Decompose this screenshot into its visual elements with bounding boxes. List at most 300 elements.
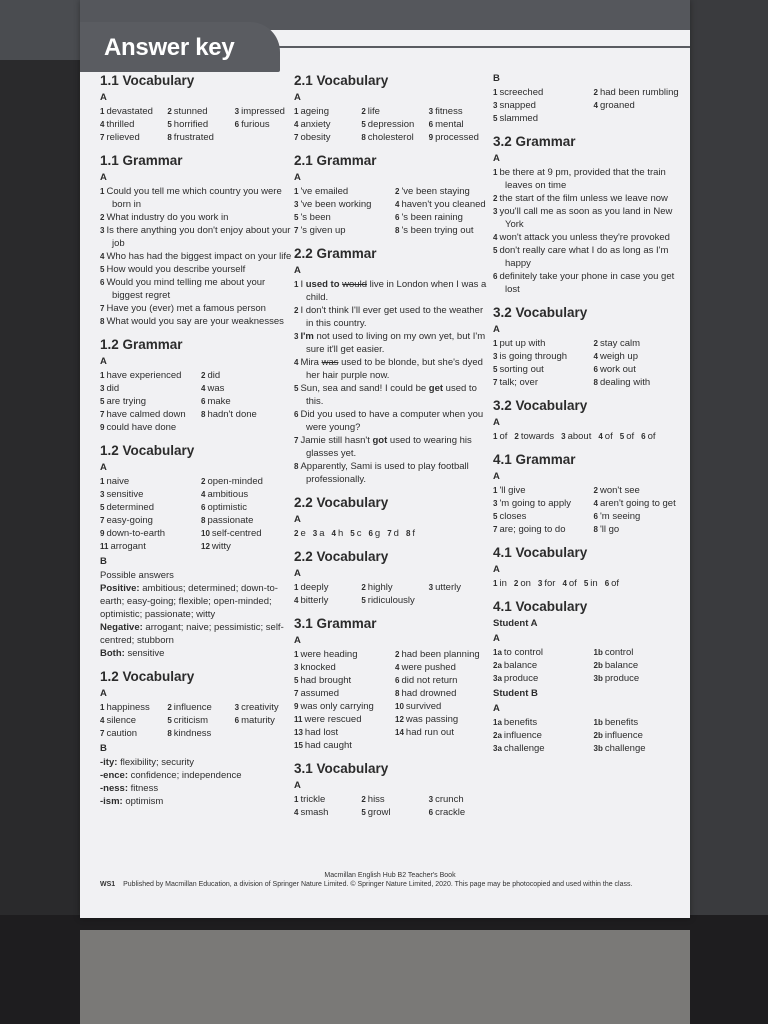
answer-item xyxy=(493,484,590,497)
answer-item xyxy=(201,540,298,553)
section-title: 4.1 Grammar xyxy=(493,452,576,467)
answer-text: 's been trying out xyxy=(401,225,474,236)
answer-row xyxy=(493,577,690,590)
footer-code: WS1 xyxy=(100,881,116,888)
answer-text: down-to-earth xyxy=(106,528,166,539)
answer-text: mental xyxy=(435,119,464,130)
answer-text: 's been xyxy=(300,212,331,223)
background-right xyxy=(688,0,768,1024)
answer-text: trickle xyxy=(300,794,326,805)
answer-number: 6 xyxy=(201,503,206,512)
answer-item xyxy=(100,408,197,421)
answer-item xyxy=(562,577,576,590)
section-title: 3.1 Vocabulary xyxy=(294,761,389,776)
answer-text: of xyxy=(647,431,656,442)
answer-number: 8 xyxy=(395,226,400,235)
answer-text: How would you describe yourself xyxy=(106,264,246,275)
answer-text: anxiety xyxy=(300,119,331,130)
answer-number: 4 xyxy=(493,233,498,242)
answer-text: are trying xyxy=(106,396,147,407)
answer-number: 2 xyxy=(167,703,172,712)
answer-text: control xyxy=(604,647,634,658)
subsection-label: A xyxy=(294,780,301,791)
answer-line xyxy=(493,231,690,244)
answer-number: 11 xyxy=(294,715,303,724)
answer-item xyxy=(594,337,691,350)
answer-bold: used to xyxy=(305,279,340,290)
answer-text: challenge xyxy=(604,743,646,754)
answer-item xyxy=(387,527,399,540)
answer-number: 8 xyxy=(294,462,299,471)
answer-number: 2b xyxy=(593,731,603,740)
title-rule xyxy=(256,46,690,48)
answer-number: 3 xyxy=(294,332,299,341)
answer-line xyxy=(100,315,298,328)
answer-text: sensitive xyxy=(106,489,144,500)
answer-line xyxy=(294,382,492,408)
subsection-label: B xyxy=(100,556,107,567)
answer-item xyxy=(201,395,298,408)
answer-item xyxy=(167,714,230,727)
answer-item xyxy=(594,510,691,523)
answer-text: had caught xyxy=(304,740,352,751)
subsection-label: A xyxy=(493,564,500,575)
answer-item xyxy=(493,376,590,389)
answer-item xyxy=(294,118,357,131)
answer-item xyxy=(429,118,492,131)
answer-text: did not return xyxy=(401,675,458,686)
answer-text: won't attack you unless they're provoked xyxy=(499,232,670,243)
answer-text: horrified xyxy=(173,119,209,130)
answer-text: thrilled xyxy=(106,119,135,130)
answer-number: 5 xyxy=(361,808,366,817)
answer-item xyxy=(594,659,691,672)
background-floor xyxy=(80,930,690,1024)
answer-item xyxy=(235,105,298,118)
answer-text: passionate xyxy=(207,515,254,526)
answer-number: 5 xyxy=(493,512,498,521)
answer-item xyxy=(493,729,590,742)
section-title: 3.1 Grammar xyxy=(294,616,377,631)
answer-item xyxy=(294,211,391,224)
answer-item xyxy=(538,577,556,590)
answer-number: 3 xyxy=(294,200,299,209)
answer-grid xyxy=(100,475,298,553)
answer-text: had drowned xyxy=(401,688,457,699)
suffix-text: flexibility; security xyxy=(120,757,194,768)
answer-grid xyxy=(493,646,690,685)
answer-line xyxy=(100,211,298,224)
answer-text: obesity xyxy=(300,132,331,143)
answer-text: in xyxy=(590,578,598,589)
subsection-label: Student A xyxy=(493,618,538,629)
answer-line xyxy=(100,263,298,276)
answer-text: was passing xyxy=(405,714,459,725)
answer-text: make xyxy=(207,396,231,407)
answer-text: Would you mind telling me about your biggest regret xyxy=(106,277,266,301)
answer-number: 2a xyxy=(493,661,502,670)
answer-number: 4 xyxy=(201,384,206,393)
answer-number: 4 xyxy=(562,579,567,588)
answer-text: g xyxy=(374,528,381,539)
answer-text: to control xyxy=(503,647,543,658)
answer-number: 1b xyxy=(593,718,603,727)
answer-text: the start of the film unless we leave now xyxy=(499,193,668,204)
answer-number: 4 xyxy=(294,358,299,367)
answer-number: 8 xyxy=(100,317,105,326)
answer-text: influence xyxy=(604,730,643,741)
answer-text: Apparently, Sami is used to play football professionally. xyxy=(300,461,469,485)
answer-item xyxy=(100,382,197,395)
answer-item xyxy=(493,646,590,659)
both-text: sensitive xyxy=(127,648,165,659)
answer-text: happiness xyxy=(106,702,150,713)
suffix xyxy=(100,769,298,782)
answer-number: 2 xyxy=(167,107,172,116)
answer-number: 1a xyxy=(493,718,502,727)
answer-text: used to wearing his glasses yet. xyxy=(306,435,472,459)
answer-number: 13 xyxy=(294,728,303,737)
answer-key-page xyxy=(80,0,690,918)
answer-text: Sun, sea and sand! I could be xyxy=(300,383,429,394)
answer-text: witty xyxy=(211,541,231,552)
answer-text: creativity xyxy=(241,702,279,713)
answer-text: weigh up xyxy=(599,351,638,362)
answer-item xyxy=(313,527,325,540)
answer-line xyxy=(493,244,690,270)
answer-text: optimistic xyxy=(207,502,248,513)
answer-number: 1 xyxy=(100,107,105,116)
suffix xyxy=(100,782,298,795)
answer-text: is going through xyxy=(499,351,568,362)
answer-text: screeched xyxy=(499,87,544,98)
answer-item xyxy=(361,594,424,607)
answer-text: produce xyxy=(604,673,640,684)
column-1 xyxy=(100,70,298,808)
answer-number: 2 xyxy=(395,187,400,196)
answer-text: growl xyxy=(367,807,391,818)
answer-item xyxy=(235,118,298,131)
answer-number: 1 xyxy=(493,88,498,97)
answer-item xyxy=(594,376,691,389)
answer-number: 5 xyxy=(583,579,589,588)
answer-number: 5 xyxy=(493,365,498,374)
answer-number: 8 xyxy=(201,410,206,419)
answer-item xyxy=(100,395,197,408)
answer-item xyxy=(201,408,298,421)
answer-text: fitness xyxy=(435,106,463,117)
section-title: 1.2 Vocabulary xyxy=(100,443,195,458)
answer-text: Mira xyxy=(300,357,322,368)
answer-number: 5 xyxy=(493,246,498,255)
negative xyxy=(100,621,298,647)
answer-text: stay calm xyxy=(599,338,641,349)
answer-text: What would you say are your weaknesses xyxy=(106,316,284,327)
answer-item xyxy=(294,185,391,198)
section-title: 3.2 Vocabulary xyxy=(493,398,588,413)
answer-text: hadn't done xyxy=(207,409,257,420)
answer-text: used to be blonde, but she's dyed her hair purple now. xyxy=(306,357,483,381)
answer-number: 6 xyxy=(234,120,240,129)
answer-text: determined xyxy=(106,502,154,513)
subsection-label: A xyxy=(294,514,301,525)
answer-item xyxy=(493,112,590,125)
subsection-label: A xyxy=(100,172,107,183)
subsection-label: A xyxy=(100,356,107,367)
answer-number: 4 xyxy=(201,490,206,499)
answer-text: 's given up xyxy=(300,225,346,236)
answer-number: 1 xyxy=(294,107,299,116)
answer-item xyxy=(201,514,298,527)
answer-line xyxy=(294,356,492,382)
answer-text: snapped xyxy=(499,100,536,111)
answer-text: aren't going to get xyxy=(599,498,676,509)
answer-number: 8 xyxy=(361,133,366,142)
answer-text: are; going to do xyxy=(499,524,566,535)
answer-item xyxy=(395,224,492,237)
answer-number: 2 xyxy=(593,88,598,97)
both-label: Both: xyxy=(100,648,125,659)
answer-item xyxy=(620,430,634,443)
answer-number: 2 xyxy=(294,529,299,538)
answer-line xyxy=(294,330,492,356)
answer-number: 8 xyxy=(167,133,172,142)
answer-text: did xyxy=(106,383,120,394)
answer-number: 2 xyxy=(361,107,366,116)
answer-grid xyxy=(294,793,492,819)
answer-text: maturity xyxy=(241,715,275,726)
answer-text: devastated xyxy=(106,106,153,117)
answer-item xyxy=(294,527,306,540)
answer-line xyxy=(100,276,298,302)
answer-number: 3 xyxy=(428,583,434,592)
answer-item xyxy=(594,729,691,742)
answer-item xyxy=(167,118,230,131)
section-title: 1.2 Grammar xyxy=(100,337,183,352)
answer-item xyxy=(201,369,298,382)
answer-number: 3 xyxy=(493,352,498,361)
answer-line xyxy=(493,205,690,231)
subsection-label: A xyxy=(100,92,107,103)
answer-text: in xyxy=(499,578,507,589)
answer-item xyxy=(100,501,197,514)
answer-item xyxy=(294,726,391,739)
answer-text: stunned xyxy=(173,106,208,117)
answer-text: I don't think I'll ever get used to the weather in this country. xyxy=(300,305,484,329)
suffix-text: confidence; independence xyxy=(130,770,242,781)
answer-line xyxy=(100,185,298,211)
positive xyxy=(100,582,298,621)
answer-number: 1 xyxy=(294,187,299,196)
answer-item xyxy=(100,514,197,527)
answer-text: Who has had the biggest impact on your life xyxy=(106,251,292,262)
answer-text: of xyxy=(626,431,635,442)
answer-item xyxy=(294,648,391,661)
answer-number: 1 xyxy=(493,486,498,495)
answer-text: a xyxy=(319,528,325,539)
answer-number: 6 xyxy=(641,432,646,441)
page-header xyxy=(80,0,690,72)
answer-number: 2 xyxy=(513,579,519,588)
answer-number: 8 xyxy=(201,516,206,525)
answer-number: 6 xyxy=(428,120,434,129)
footer-book: Macmillan English Hub B2 Teacher's Book xyxy=(324,872,456,879)
answer-text: had run out xyxy=(405,727,454,738)
answer-item xyxy=(493,497,590,510)
answer-number: 4 xyxy=(593,499,598,508)
answer-number: 3b xyxy=(593,744,603,753)
answer-bold: got xyxy=(372,435,388,446)
answer-row xyxy=(294,527,492,540)
section-title: 2.2 Grammar xyxy=(294,246,377,261)
answer-item xyxy=(493,742,590,755)
answer-item xyxy=(594,497,691,510)
answer-text: depression xyxy=(367,119,415,130)
answer-number: 1a xyxy=(493,648,502,657)
subsection-label: A xyxy=(493,153,500,164)
answer-number: 1b xyxy=(593,648,603,657)
answer-item xyxy=(294,700,391,713)
answer-number: 1 xyxy=(100,703,105,712)
answer-number: 4 xyxy=(395,200,400,209)
answer-number: 6 xyxy=(395,676,400,685)
suffix-label: -ism: xyxy=(100,796,123,807)
subsection-label: B xyxy=(100,743,107,754)
footer-publisher: Published by Macmillan Education, a division of Springer Nature Limited. © Springer Nature Limited, 2020. This page may be photocopied and used within the class. xyxy=(123,881,633,888)
answer-number: 9 xyxy=(428,133,434,142)
answer-text: of xyxy=(604,431,613,442)
answer-text: benefits xyxy=(604,717,639,728)
subsection-label: A xyxy=(294,635,301,646)
answer-grid xyxy=(100,105,298,144)
answer-text: 'm seeing xyxy=(599,511,641,522)
answer-item xyxy=(561,430,591,443)
answer-item xyxy=(395,211,492,224)
subsection-label: A xyxy=(100,688,107,699)
answer-text: were heading xyxy=(300,649,358,660)
section-title: 2.2 Vocabulary xyxy=(294,495,389,510)
answer-number: 2 xyxy=(514,432,519,441)
answer-item xyxy=(350,527,361,540)
answer-text: crunch xyxy=(435,794,464,805)
answer-text: easy-going xyxy=(106,515,153,526)
positive-label: Positive: xyxy=(100,583,140,594)
answer-text: influence xyxy=(173,702,212,713)
answer-text: had brought xyxy=(300,675,352,686)
answer-item xyxy=(294,739,391,752)
answer-text: were pushed xyxy=(401,662,456,673)
answer-item xyxy=(361,806,424,819)
answer-text: of xyxy=(568,578,577,589)
section-title: 2.2 Vocabulary xyxy=(294,549,389,564)
answer-text: smash xyxy=(300,807,329,818)
answer-text: Jamie still hasn't xyxy=(300,435,373,446)
answer-text: were rescued xyxy=(304,714,362,725)
answer-text: could have done xyxy=(106,422,177,433)
answer-text: you'll call me as soon as you land in New York xyxy=(499,206,673,230)
subsection-label: A xyxy=(100,462,107,473)
answer-item xyxy=(361,131,424,144)
answer-item xyxy=(361,581,424,594)
answer-number: 3b xyxy=(593,674,603,683)
answer-item xyxy=(100,527,197,540)
answer-line xyxy=(294,434,492,460)
answer-line xyxy=(100,250,298,263)
answer-grid xyxy=(493,337,690,389)
answer-item xyxy=(332,527,344,540)
answer-text: naive xyxy=(106,476,130,487)
answer-number: 3 xyxy=(561,432,566,441)
subsection-label: A xyxy=(294,172,301,183)
answer-text: furious xyxy=(241,119,270,130)
answer-item xyxy=(514,577,531,590)
answer-number: 7 xyxy=(100,410,105,419)
answer-text: utterly xyxy=(435,582,461,593)
negative-label: Negative: xyxy=(100,622,143,633)
answer-number: 1 xyxy=(294,583,299,592)
answer-number: 5 xyxy=(294,213,299,222)
answer-number: 1 xyxy=(493,579,498,588)
answer-text: f xyxy=(412,528,416,539)
subsection-label: A xyxy=(493,633,500,644)
answer-number: 8 xyxy=(167,729,172,738)
section-title: 4.1 Vocabulary xyxy=(493,545,588,560)
answer-item xyxy=(100,475,197,488)
answer-text: Have you (ever) met a famous person xyxy=(106,303,266,314)
answer-item xyxy=(294,687,391,700)
subsection-label: A xyxy=(493,703,500,714)
column-3 xyxy=(493,70,690,755)
answer-text: produce xyxy=(503,673,539,684)
answer-text: self-centred xyxy=(211,528,262,539)
answer-item xyxy=(493,672,590,685)
answer-number: 3 xyxy=(312,529,318,538)
answer-grid xyxy=(294,648,492,752)
answer-item xyxy=(100,131,163,144)
answer-text: dealing with xyxy=(599,377,651,388)
answer-item xyxy=(594,99,691,112)
answer-number: 1 xyxy=(294,650,299,659)
answer-text: survived xyxy=(405,701,442,712)
section-title: 1.2 Vocabulary xyxy=(100,669,195,684)
answer-number: 5 xyxy=(350,529,355,538)
answer-grid xyxy=(100,369,298,434)
answer-number: 5 xyxy=(361,596,366,605)
subsection-label: A xyxy=(294,92,301,103)
answer-item xyxy=(294,224,391,237)
answer-bold: I'm xyxy=(300,331,314,342)
subsection-label: A xyxy=(493,324,500,335)
answer-text: 'm going to apply xyxy=(499,498,571,509)
answer-text: assumed xyxy=(300,688,340,699)
answer-item xyxy=(594,350,691,363)
answer-grid xyxy=(294,581,492,607)
subsection-label: A xyxy=(493,471,500,482)
answer-text: 'll go xyxy=(599,524,620,535)
answer-text: criticism xyxy=(173,715,209,726)
answer-number: 7 xyxy=(387,529,392,538)
answer-item xyxy=(493,716,590,729)
answer-item xyxy=(493,510,590,523)
answer-text: d xyxy=(393,528,399,539)
answer-text: ambitious xyxy=(207,489,249,500)
answer-grid xyxy=(294,105,492,144)
answer-number: 10 xyxy=(395,702,404,711)
column-2 xyxy=(294,70,492,819)
answer-item xyxy=(167,131,230,144)
answer-bold: get xyxy=(428,383,444,394)
answer-item xyxy=(429,806,492,819)
